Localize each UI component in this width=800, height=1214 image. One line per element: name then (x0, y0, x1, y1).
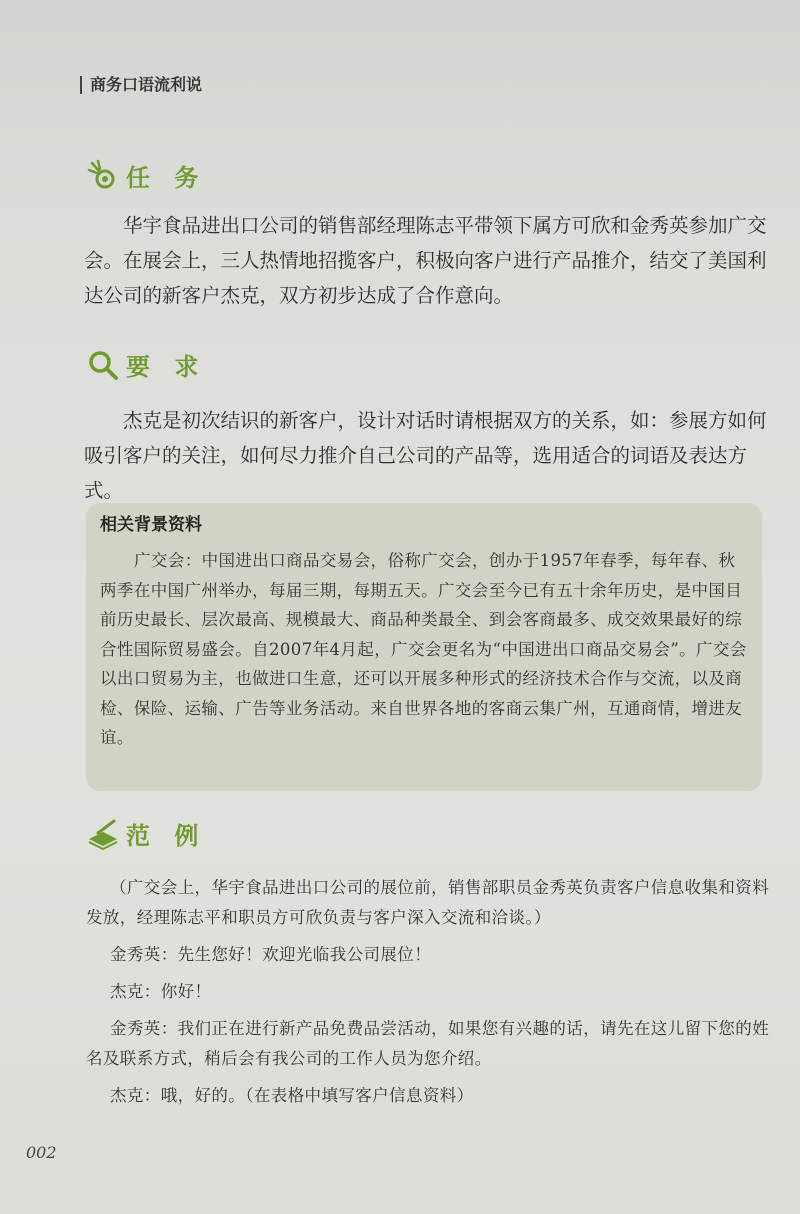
dialogue-line: 杰克：哦，好的。（在表格中填写客户信息资料） (110, 1086, 474, 1105)
task-paragraph: 华宇食品进出口公司的销售部经理陈志平带领下属方可欣和金秀英参加广交会。在展会上，三人热情地招揽客户，积极向客户进行产品推介，结交了美国利达公司的新客户杰克，双方初步达成了合作意向。 (84, 214, 767, 307)
background-info-title: 相关背景资料 (100, 515, 202, 535)
task-title: 任 务 (126, 164, 207, 192)
requirements-paragraph: 杰克是初次结识的新客户，设计对话时请根据双方的关系，如：参展方如何吸引客户的关注，如何尽力推介自己公司的产品等，选用适合的词语及表达方式。 (84, 409, 767, 502)
book-pen-icon (86, 817, 120, 851)
requirements-heading (86, 347, 206, 382)
dialogue-line: 金秀英：先生您好！欢迎光临我公司展位！ (110, 945, 432, 964)
dialogue-line: 杰克：你好！ (110, 982, 212, 1001)
task-heading (86, 158, 206, 193)
example-dialogue (86, 873, 774, 1118)
magnifier-icon (86, 348, 120, 382)
example-title: 范 例 (126, 822, 207, 850)
page-number: 002 (26, 1143, 57, 1162)
dialogue-line: （广交会上，华宇食品进出口公司的展位前，销售部职员金秀英负责客户信息收集和资料发放，经理陈志平和职员方可欣负责与客户深入交流和洽谈。） (86, 878, 770, 927)
dialogue-line: 金秀英：我们正在进行新产品免费品尝活动，如果您有兴趣的话，请先在这儿留下您的姓名及联系方式，稍后会有我公司的工作人员为您介绍。 (86, 1019, 770, 1068)
lightbulb-icon (86, 159, 120, 193)
running-head: 商务口语流利说 (80, 76, 202, 94)
example-heading (86, 816, 206, 851)
requirements-title: 要 求 (126, 353, 207, 381)
background-info-text: 广交会：中国进出口商品交易会，俗称广交会，创办于1957年春季，每年春、秋两季在中国广州举办，每届三期，每期五天。广交会至今已有五十余年历史，是中国目前历史最长、层次最高、规模最大、商品种类最全、到会客商最多、成交效果最好的综合性国际贸易盛会。自2007年4月起，广交会更名为“中国进出口商品交易会”。广交会以出口贸易为主，也做进口生意，还可以开展多种形式的经济技术合作与交流，以及商检、保险、运输、广告等业务活动。来自世界各地的客商云集广州，互通商情，增进友谊。 (100, 551, 747, 747)
